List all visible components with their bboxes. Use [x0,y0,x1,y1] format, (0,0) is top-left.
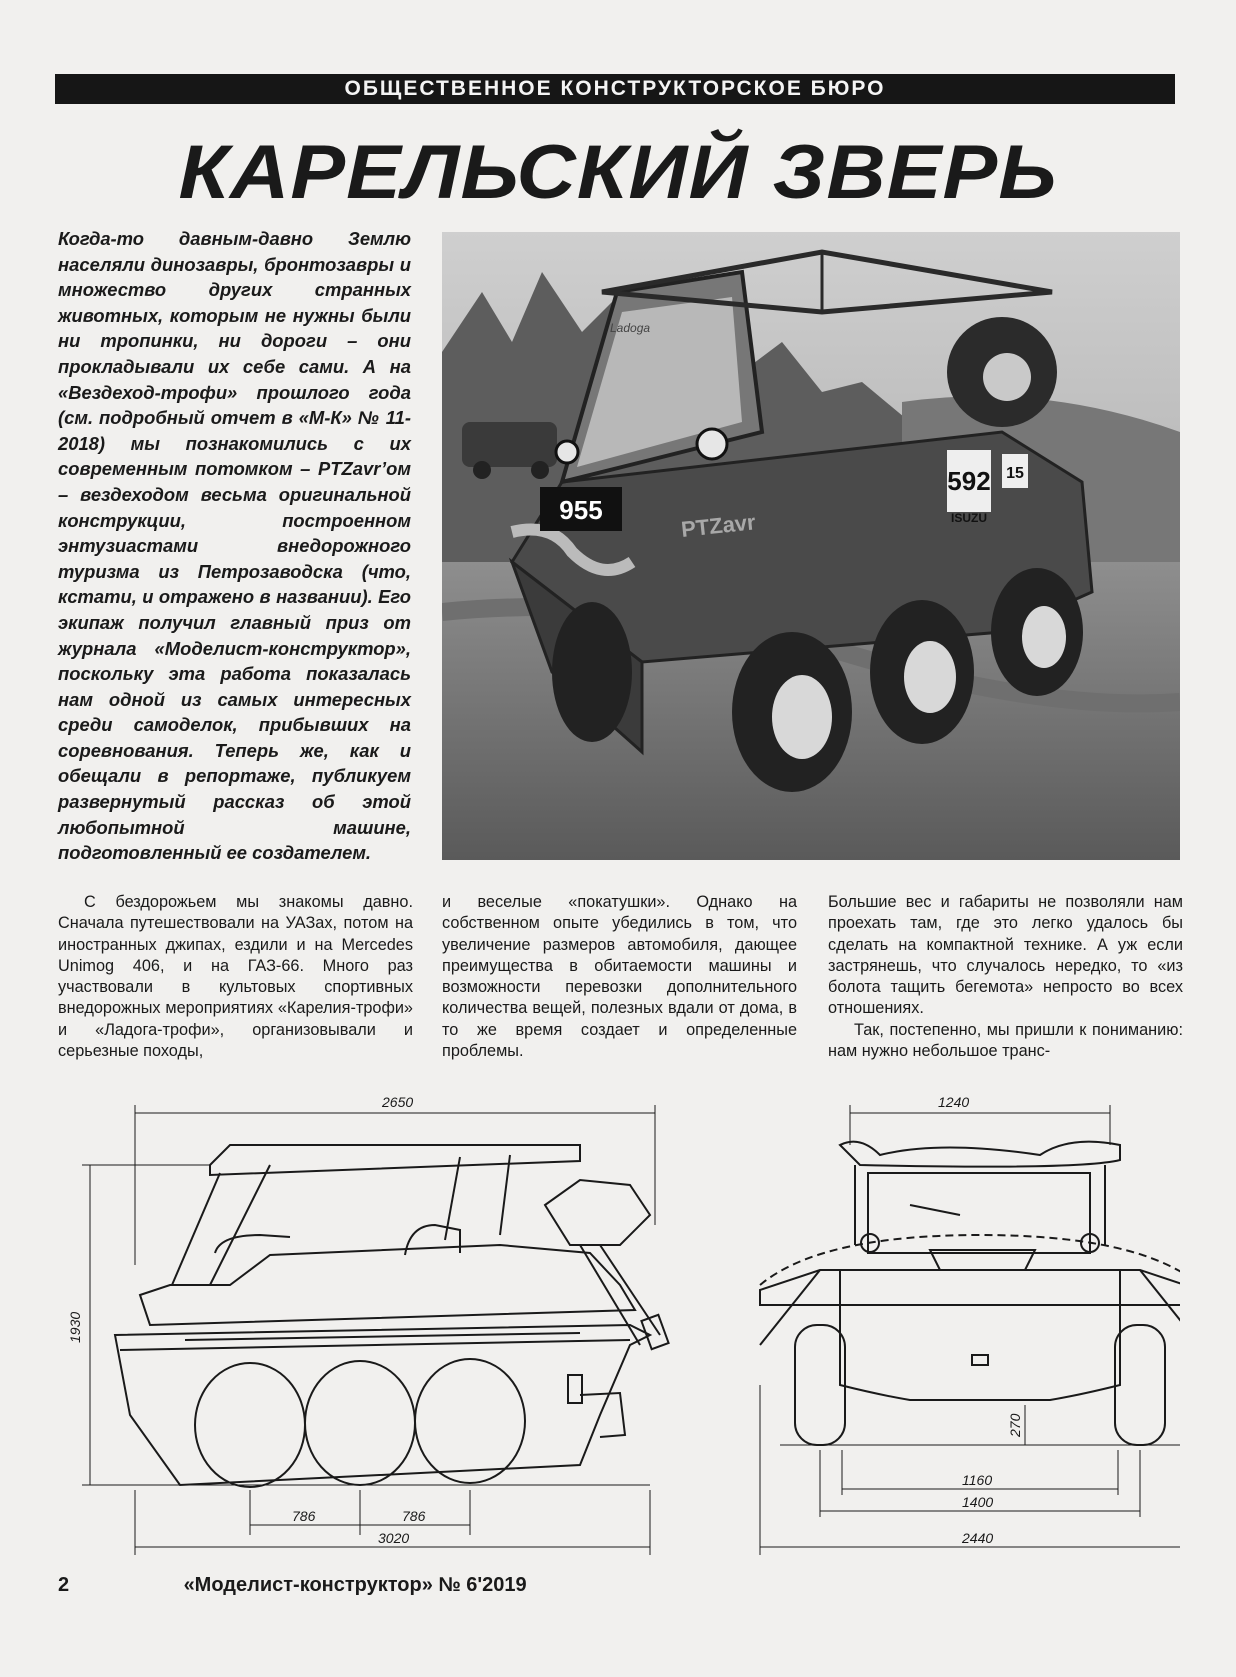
windshield-label: Ladoga [610,321,651,335]
section-header: ОБЩЕСТВЕННОЕ КОНСТРУКТОРСКОЕ БЮРО [55,74,1175,104]
body-column-3 [828,892,1183,1062]
sponsor-label: ISUZU [951,511,987,525]
number-15-plate: 15 [1006,465,1024,482]
journal-issue: «Моделист-конструктор» № 6'2019 [183,1574,527,1596]
article-title: КАРЕЛЬСКИЙ ЗВЕРЬ [178,130,1058,215]
body-column-3-text-b: Так, постепенно, мы пришли к пониманию: нам нужно небольшое транс- [828,1020,1183,1061]
race-number-plate: 955 [559,495,603,525]
brand-lettering: PTZavr [679,509,757,542]
vehicle-photo [442,232,1180,860]
front-view [760,1094,1180,1555]
dim-wheelbase-2: 786 [402,1508,426,1524]
technical-drawing [60,1085,1180,1565]
body-column-3-text-a: Большие вес и габариты не позволяли нам проехать там, где это легко удалось бы сделать на компактной технике. А уж если застрянешь, что случалось нередко, то «из болота тащить бегемота» непросто во всех отношениях. [828,893,1183,1018]
dim-width-total: 2440 [962,1530,994,1546]
page-footer [58,1574,527,1597]
lead-paragraph: Когда-то давным-давно Землю населяли динозавры, бронтозавры и множество других странных животных, которым не нужны были ни тропинки, ни дороги – они прокладывали их себе сами. А на «Вездеход-трофи» прошлого года (см. подробный отчет в «М-К» № 11-2018) мы познакомились с их современным потомком – PTZavr’ом – вездеходом весьма оригинальной конструкции, построенном энтузиастами внедорожного туризма из Петрозаводска (что, кстати, и отражено в названии). Его экипаж получил главный приз от журнала «Моделист-конструктор», поскольку эта работа показалась нам одной из самых интересных среди самоделок, прибывших на соревнования. Теперь же, как и обещали в репортаже, публикуем развернутый рассказ об этой любопытной машине, подготовленный ее создателем. [58,228,411,864]
start-number-plate: 592 [947,466,991,496]
body-column-2 [442,892,797,1062]
body-column-2-text: и веселые «покатушки». Однако на собственном опыте убедились в том, что увеличение размеров автомобиля, дающее преимущества в обитаемости машины и возможности перевозки дополнительного количества вещей, полезных вдали от дома, в то же время создает и определенные проблемы. [442,893,797,1061]
dim-width-top: 1240 [938,1094,970,1110]
body-column-1-text: С бездорожьем мы знакомы давно. Сначала путешествовали на УАЗах, потом на иностранных джипах, ездили и на Mercedes Unimog 406, и на ГАЗ-66. Много раз участвовали в культовых спортивных внедорожных мероприятиях «Карелия-трофи» и «Ладога-трофи», организовывали и серьезные походы, [58,893,413,1061]
body-column-1 [58,892,413,1062]
page-number: 2 [58,1574,70,1596]
dim-height: 1930 [67,1311,83,1343]
dim-length-total: 3020 [378,1530,410,1546]
dim-length-top: 2650 [382,1094,414,1110]
side-view [67,1094,669,1555]
dim-track: 1400 [962,1494,994,1510]
dim-clearance: 270 [1007,1413,1023,1437]
dim-track-inner: 1160 [962,1472,993,1488]
dim-wheelbase-1: 786 [292,1508,316,1524]
